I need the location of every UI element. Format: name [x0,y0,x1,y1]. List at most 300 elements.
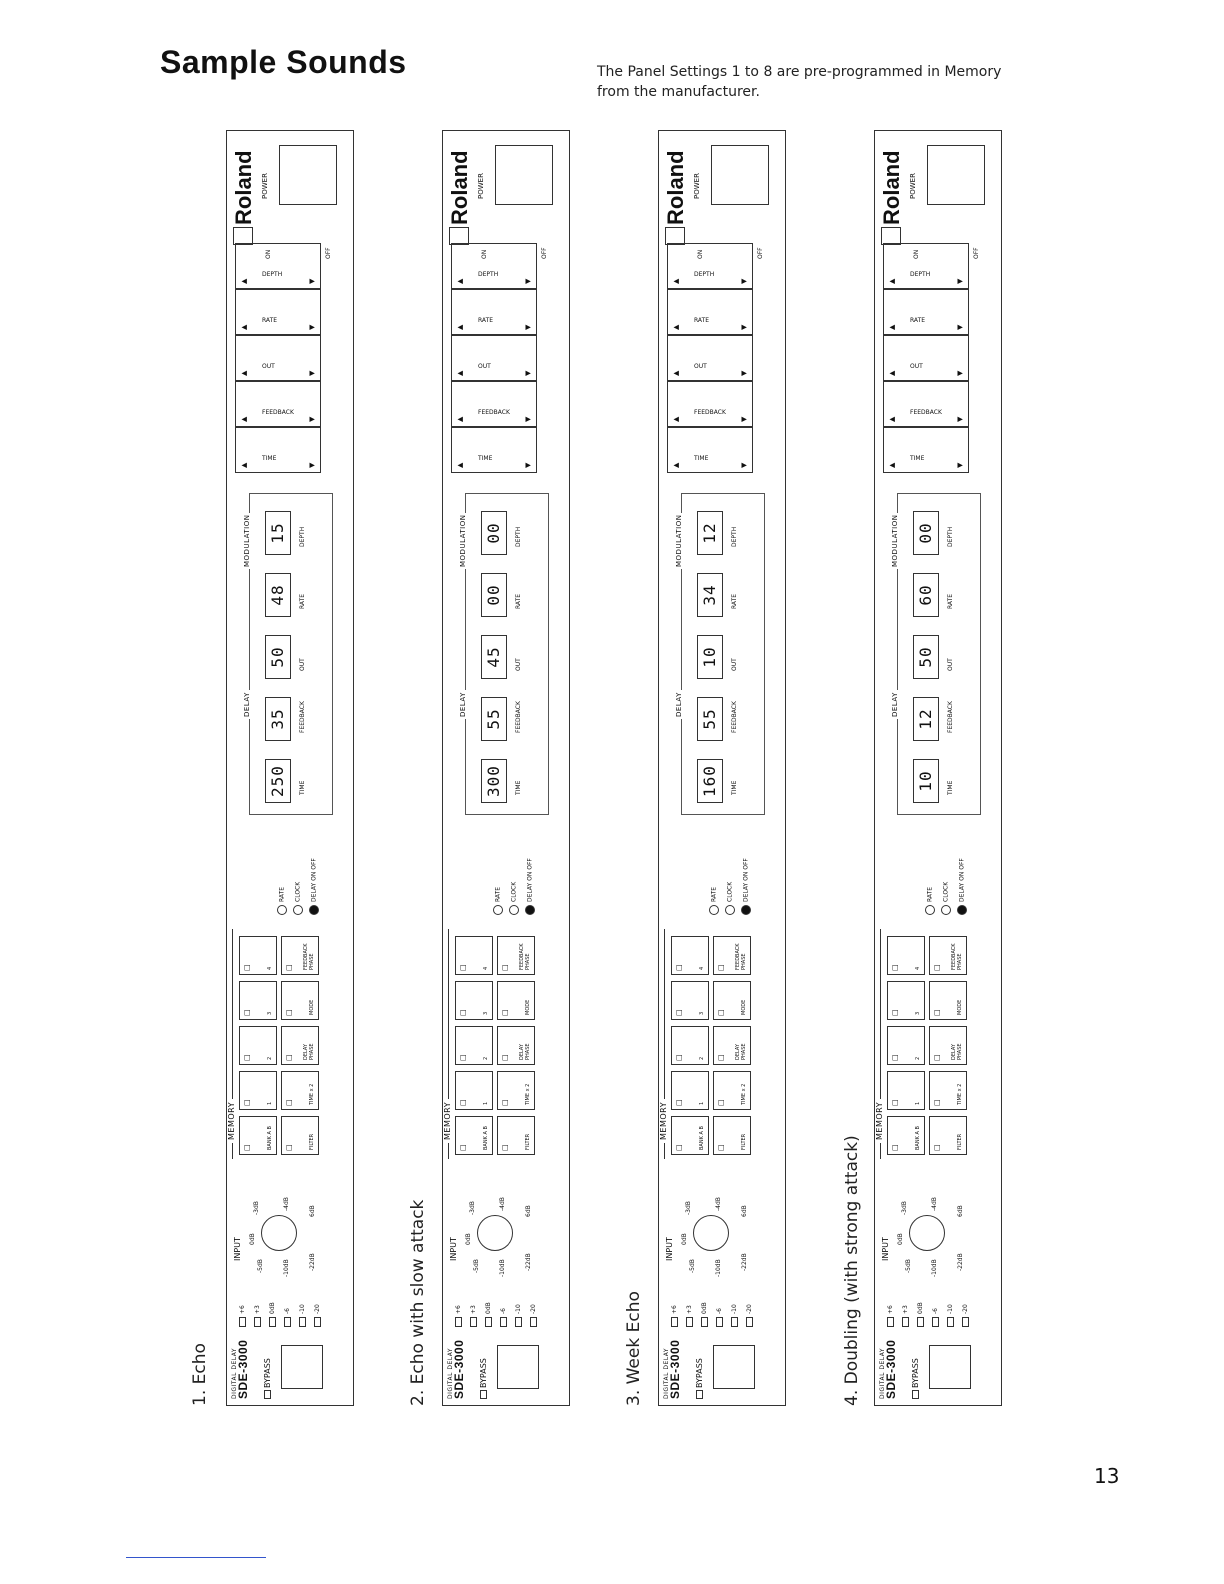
down-arrow-icon: ▼ [308,278,316,284]
led-display: 34 [697,573,723,617]
led: □ [501,964,509,971]
parameter-button-pair[interactable] [235,289,321,335]
parameter-label: FEEDBACK [478,409,510,416]
knob-mark: -3dB [469,1201,476,1215]
led: □ [933,1144,941,1151]
function-button-label: DELAY PHASE [519,1043,531,1060]
memory-button[interactable] [455,1026,493,1065]
meter-led [932,1317,939,1327]
intro-text: The Panel Settings 1 to 8 are pre-programmed in Memory from the manufacturer. [597,64,1002,100]
parameter-button-pair[interactable] [451,289,537,335]
memory-button-label: BANK A B [915,1126,921,1150]
function-button-label: MODE [309,999,315,1015]
down-arrow-icon: ▼ [524,278,532,284]
bypass-button[interactable] [713,1345,755,1389]
parameter-button-pair[interactable] [451,335,537,381]
digital-delay-label: DIGITAL DELAY [231,1347,238,1399]
parameter-button-pair[interactable] [235,243,321,289]
meter-mark: -10 [947,1304,954,1314]
down-arrow-icon: ▼ [740,324,748,330]
memory-button-label: 1 [915,1101,921,1105]
knob-mark: -10dB [283,1259,290,1277]
memory-button[interactable] [887,1071,925,1110]
led-display: 50 [265,635,291,679]
memory-button-label: 2 [699,1056,705,1060]
led: □ [891,1144,899,1151]
parameter-button-pair[interactable] [667,289,753,335]
function-button-label: FILTER [525,1133,531,1150]
memory-button[interactable] [887,936,925,975]
led-display: 10 [697,635,723,679]
memory-button[interactable] [671,1116,709,1155]
input-knob[interactable] [261,1215,297,1251]
on-label: ON [913,249,920,259]
memory-button[interactable] [239,1071,277,1110]
up-arrow-icon: ▲ [888,278,896,284]
display-caption: DEPTH [947,526,954,547]
down-arrow-icon: ▼ [308,370,316,376]
meter-led [239,1317,246,1327]
model-label [879,1339,898,1399]
power-button[interactable] [279,145,337,205]
parameter-label: RATE [262,317,278,324]
parameter-label: DEPTH [910,271,931,278]
indicator-label: RATE [494,886,502,902]
memory-button[interactable] [671,936,709,975]
function-button[interactable] [281,1026,319,1065]
bypass-button[interactable] [929,1345,971,1389]
roland-logo-icon [449,227,469,245]
function-button[interactable] [281,981,319,1020]
page-number: 13 [1094,1464,1120,1488]
meter-led [962,1317,969,1327]
display-caption: TIME [299,780,306,795]
down-arrow-icon: ▼ [956,278,964,284]
meter-mark: -6 [932,1308,939,1314]
function-button-label: DELAY PHASE [951,1043,963,1060]
function-button-label: FILTER [309,1133,315,1150]
panel-echo-slow-attack [442,130,570,1406]
parameter-button-pair[interactable] [235,381,321,427]
knob-mark: -4dB [931,1197,938,1211]
function-button[interactable] [713,1116,751,1155]
memory-button-label: 1 [483,1101,489,1105]
indicator-label: DELAY ON OFF [526,858,534,902]
indicator-lamp [277,905,287,915]
indicator [525,858,535,915]
display-caption: RATE [299,593,306,609]
meter-row [235,1279,250,1327]
led: □ [675,1144,683,1151]
function-button[interactable] [713,1071,751,1110]
parameter-label: OUT [478,363,491,370]
knob-mark: -5dB [257,1259,264,1273]
memory-button[interactable] [671,981,709,1020]
knob-mark: 6dB [309,1205,316,1217]
memory-button[interactable] [455,981,493,1020]
led: □ [891,964,899,971]
model-label [663,1339,682,1399]
setting-label-1: 1. Echo [190,1343,210,1406]
input-knob[interactable] [477,1215,513,1251]
page-title: Sample Sounds [160,44,407,80]
memory-button-label: 1 [267,1101,273,1105]
memory-button[interactable] [455,936,493,975]
memory-button-label: 3 [915,1011,921,1015]
function-button-label: MODE [525,999,531,1015]
indicator-lamp [925,905,935,915]
memory-button[interactable] [239,1026,277,1065]
meter-mark: -6 [500,1308,507,1314]
memory-button[interactable] [671,1026,709,1065]
parameter-label: FEEDBACK [262,409,294,416]
down-arrow-icon: ▼ [524,416,532,422]
up-arrow-icon: ▲ [672,370,680,376]
model-name: SDE-3000 [884,1339,898,1399]
power-label: POWER [261,173,269,199]
knob-mark: -3dB [253,1201,260,1215]
meter-mark: 0dB [269,1302,276,1314]
footer-rule [126,1557,266,1558]
display-caption: FEEDBACK [947,701,954,733]
up-arrow-icon: ▲ [672,278,680,284]
setting-label-2: 2. Echo with slow attack [408,1199,428,1406]
function-button[interactable] [497,1116,535,1155]
display-window [897,493,981,815]
led: □ [285,1009,293,1016]
memory-button[interactable] [671,1071,709,1110]
parameter-label: FEEDBACK [694,409,726,416]
up-arrow-icon: ▲ [456,462,464,468]
meter-row [697,1279,712,1327]
memory-button[interactable] [887,981,925,1020]
model-label [447,1339,466,1399]
parameter-button-pair[interactable] [667,427,753,473]
memory-button-label: BANK A B [267,1126,273,1150]
led-display: 250 [265,759,291,803]
led-display: 55 [481,697,507,741]
meter-mark: 0dB [701,1302,708,1314]
function-button[interactable] [497,1071,535,1110]
input-label: INPUT [665,1237,674,1261]
panel-doubling [874,130,1002,1406]
parameter-label: RATE [910,317,926,324]
function-button[interactable] [929,1026,967,1065]
knob-mark: 0dB [897,1233,904,1245]
meter-row [667,1279,682,1327]
function-button[interactable] [281,1071,319,1110]
led: □ [243,1009,251,1016]
digital-delay-label: DIGITAL DELAY [663,1347,670,1399]
down-arrow-icon: ▼ [308,324,316,330]
meter-led [455,1317,462,1327]
power-button[interactable] [711,145,769,205]
parameter-button-pair[interactable] [667,381,753,427]
meter-row [883,1279,898,1327]
meter-row [451,1279,466,1327]
parameter-button-pair[interactable] [451,381,537,427]
memory-button[interactable] [455,1071,493,1110]
led: □ [717,964,725,971]
parameter-button-pair[interactable] [235,335,321,381]
meter-led [947,1317,954,1327]
led: □ [243,964,251,971]
function-button-label: FILTER [741,1133,747,1150]
power-button[interactable] [927,145,985,205]
memory-button-label: BANK A B [699,1126,705,1150]
memory-button-label: BANK A B [483,1126,489,1150]
indicator-label: DELAY ON OFF [310,858,318,902]
down-arrow-icon: ▼ [524,370,532,376]
function-button-label: DELAY PHASE [303,1043,315,1060]
led: □ [285,964,293,971]
power-button[interactable] [495,145,553,205]
meter-row [898,1279,913,1327]
input-level-meter [883,1279,973,1327]
meter-led [470,1317,477,1327]
knob-mark: -4dB [283,1197,290,1211]
bypass-label [695,1358,704,1399]
knob-mark: -22dB [525,1253,532,1271]
knob-mark: -5dB [905,1259,912,1273]
led-display: 160 [697,759,723,803]
knob-mark: -22dB [309,1253,316,1271]
knob-mark: -3dB [685,1201,692,1215]
meter-row [928,1279,943,1327]
meter-led [299,1317,306,1327]
up-arrow-icon: ▲ [456,324,464,330]
display-caption: DEPTH [299,526,306,547]
parameter-button-pair[interactable] [883,243,969,289]
memory-button-label: 3 [267,1011,273,1015]
indicator [277,887,287,915]
meter-mark: -10 [515,1304,522,1314]
meter-row [481,1279,496,1327]
down-arrow-icon: ▼ [956,370,964,376]
function-button[interactable] [281,936,319,975]
knob-mark: -10dB [931,1259,938,1277]
memory-button-label: 1 [699,1101,705,1105]
memory-button-label: 4 [267,966,273,970]
input-label: INPUT [233,1237,242,1261]
led: □ [891,1099,899,1106]
input-knob[interactable] [909,1215,945,1251]
down-arrow-icon: ▼ [740,416,748,422]
knob-mark: 6dB [957,1205,964,1217]
indicator-label: RATE [710,886,718,902]
display-caption: TIME [515,780,522,795]
meter-led [314,1317,321,1327]
meter-led [746,1317,753,1327]
bypass-label [911,1358,920,1399]
indicator [725,882,735,915]
parameter-button-pair[interactable] [883,335,969,381]
parameter-button-pair[interactable] [451,243,537,289]
indicator-label: CLOCK [510,881,518,902]
led-display: 10 [913,759,939,803]
meter-mark: +6 [671,1305,678,1314]
memory-button[interactable] [239,936,277,975]
roland-logo-icon [881,227,901,245]
led-display: 60 [913,573,939,617]
function-button[interactable] [929,981,967,1020]
function-button[interactable] [713,936,751,975]
meter-mark: 0dB [485,1302,492,1314]
function-button[interactable] [281,1116,319,1155]
display-caption: DEPTH [515,526,522,547]
led-display: 15 [265,511,291,555]
led: □ [501,1099,509,1106]
parameter-label: OUT [910,363,923,370]
parameter-button-pair[interactable] [883,427,969,473]
led-display: 00 [481,511,507,555]
indicator-lamp [725,905,735,915]
parameter-label: TIME [478,455,493,462]
knob-mark: -5dB [689,1259,696,1273]
meter-row [913,1279,928,1327]
knob-mark: -4dB [499,1197,506,1211]
parameter-button-pair[interactable] [667,335,753,381]
parameter-button-pair[interactable] [883,381,969,427]
indicator [741,858,751,915]
function-button[interactable] [713,981,751,1020]
knob-mark: 0dB [465,1233,472,1245]
memory-button[interactable] [887,1116,925,1155]
parameter-button-pair[interactable] [883,289,969,335]
display-caption: FEEDBACK [299,701,306,733]
function-button-label: FILTER [957,1133,963,1150]
meter-led [716,1317,723,1327]
memory-button-label: 2 [483,1056,489,1060]
memory-button[interactable] [887,1026,925,1065]
function-button-label: TIME x 2 [741,1083,747,1105]
display-caption: OUT [731,658,738,671]
meter-row [943,1279,958,1327]
meter-row [295,1279,310,1327]
up-arrow-icon: ▲ [240,324,248,330]
function-button[interactable] [497,1026,535,1065]
parameter-button-pair[interactable] [451,427,537,473]
parameter-button-pair[interactable] [667,243,753,289]
parameter-label: TIME [910,455,925,462]
function-button[interactable] [929,1071,967,1110]
parameter-button-pair[interactable] [235,427,321,473]
input-level-meter [235,1279,325,1327]
memory-button[interactable] [239,981,277,1020]
function-button-label: DELAY PHASE [735,1043,747,1060]
bypass-text: BYPASS [479,1358,488,1388]
meter-mark: +3 [470,1305,477,1314]
meter-row [742,1279,757,1327]
bypass-label [263,1358,272,1399]
off-label: OFF [541,247,548,259]
up-arrow-icon: ▲ [888,462,896,468]
panel-echo [226,130,354,1406]
off-label: OFF [757,247,764,259]
led: □ [501,1009,509,1016]
meter-row [496,1279,511,1327]
up-arrow-icon: ▲ [456,416,464,422]
display-caption: OUT [947,658,954,671]
input-label: INPUT [449,1237,458,1261]
power-label: POWER [693,173,701,199]
led-display: 12 [697,511,723,555]
digital-delay-label: DIGITAL DELAY [879,1347,886,1399]
delay-section-label: DELAY [459,692,467,717]
indicator-lamp [957,905,967,915]
indicator-lamp [741,905,751,915]
input-label: INPUT [881,1237,890,1261]
setting-label-3: 3. Week Echo [624,1291,644,1406]
led: □ [891,1054,899,1061]
up-arrow-icon: ▲ [456,278,464,284]
led: □ [459,1099,467,1106]
delay-section-label: DELAY [675,692,683,717]
function-button[interactable] [713,1026,751,1065]
modulation-section-label: MODULATION [459,514,467,567]
led: □ [933,1009,941,1016]
memory-button[interactable] [239,1116,277,1155]
display-caption: RATE [515,593,522,609]
function-button-label: TIME x 2 [309,1083,315,1105]
display-caption: TIME [731,780,738,795]
indicator-label: DELAY ON OFF [958,858,966,902]
display-caption: RATE [947,593,954,609]
bypass-led [912,1390,919,1399]
led: □ [243,1144,251,1151]
memory-button-label: 2 [915,1056,921,1060]
function-button[interactable] [497,981,535,1020]
bypass-button[interactable] [281,1345,323,1389]
up-arrow-icon: ▲ [240,416,248,422]
meter-mark: +6 [455,1305,462,1314]
memory-button-label: 4 [699,966,705,970]
function-button[interactable] [929,1116,967,1155]
memory-button-label: 2 [267,1056,273,1060]
meter-mark: +6 [887,1305,894,1314]
indicator-label: CLOCK [942,881,950,902]
input-knob[interactable] [693,1215,729,1251]
up-arrow-icon: ▲ [240,370,248,376]
meter-row [682,1279,697,1327]
model-name: SDE-3000 [452,1339,466,1399]
memory-button-label: 3 [483,1011,489,1015]
parameter-label: TIME [262,455,277,462]
bypass-button[interactable] [497,1345,539,1389]
memory-button[interactable] [455,1116,493,1155]
model-name: SDE-3000 [236,1339,250,1399]
down-arrow-icon: ▼ [308,462,316,468]
knob-mark: 0dB [681,1233,688,1245]
display-caption: TIME [947,780,954,795]
memory-label: MEMORY [443,1099,452,1143]
indicator [709,887,719,915]
function-button[interactable] [929,936,967,975]
on-label: ON [265,249,272,259]
knob-mark: -22dB [957,1253,964,1271]
led-display: 48 [265,573,291,617]
down-arrow-icon: ▼ [524,462,532,468]
delay-section-label: DELAY [243,692,251,717]
knob-mark: -4dB [715,1197,722,1211]
led: □ [459,1144,467,1151]
function-button[interactable] [497,936,535,975]
indicator [493,887,503,915]
led: □ [501,1144,509,1151]
input-level-meter [451,1279,541,1327]
model-name: SDE-3000 [668,1339,682,1399]
down-arrow-icon: ▼ [524,324,532,330]
